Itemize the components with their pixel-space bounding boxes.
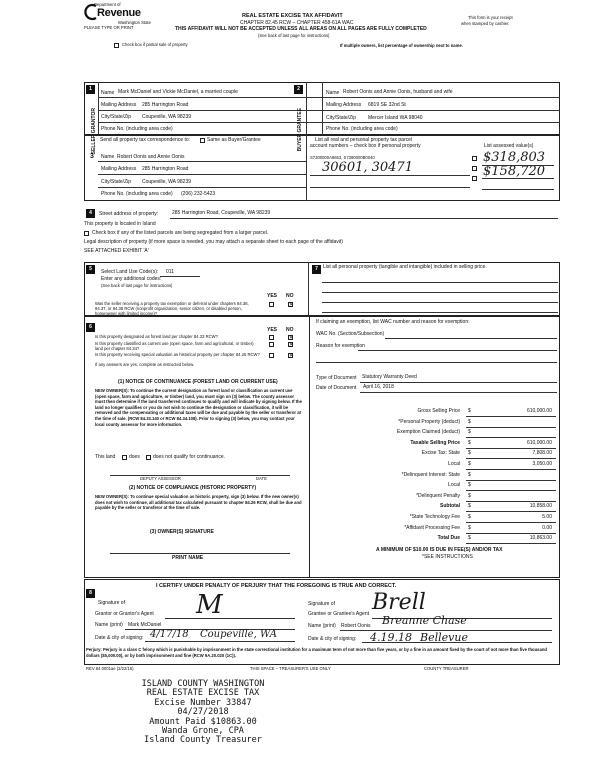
seller-address-label: Mailing Address xyxy=(101,102,137,108)
legal-description-label: Legal description of property (if more space is needed, you may attach a separate sheet to each page of the affidavit) xyxy=(84,239,343,245)
additional-codes-label: Enter any additional codes: xyxy=(101,276,162,282)
form-subtitle: CHAPTER 82.45 RCW – CHAPTER 458-61A WAC xyxy=(240,20,354,26)
stamp-line-1: ISLAND COUNTY WASHINGTON xyxy=(141,679,265,689)
buyer-name: Robert Oonis and Annie Oonis, husband and wife xyxy=(343,89,453,95)
same-as-buyer-label: Same as Buyer/Grantee xyxy=(207,137,261,143)
buyer-phone-label: Phone No. (including area code) xyxy=(326,126,398,132)
county-treasurer-label: COUNTY TREASURER xyxy=(424,666,469,671)
assessed-value-2: $158,720 xyxy=(483,164,546,179)
seller-phone-label: Phone No. (including area code) xyxy=(101,126,173,132)
personal-property-checkbox-2[interactable] xyxy=(472,166,477,171)
totals-row-value: 10,863.00 xyxy=(529,535,552,542)
totals-row-currency: $ xyxy=(468,514,471,520)
totals-row-value: 610,000.00 xyxy=(526,439,552,446)
assessed-heading: List assessed value(s) xyxy=(484,143,534,149)
historic-title: (2) NOTICE OF COMPLIANCE (HISTORIC PROPERTY) xyxy=(129,485,257,491)
wac-label: WAC No. (Section/Subsection) xyxy=(316,331,385,337)
totals-row-currency: $ xyxy=(468,482,471,489)
deputy-date-label: DATE xyxy=(256,476,267,481)
receipt-note-2: when stamped by cashier. xyxy=(461,21,510,26)
tax-corr-name-label: Name xyxy=(101,154,115,160)
instructions-note: (See back of last page for instructions) xyxy=(258,33,330,38)
seller-city-label: City/State/Zip xyxy=(101,114,132,120)
minimum-due-note: A MINIMUM OF $10.00 IS DUE IN FEE(S) AND/OR TAX xyxy=(376,547,503,553)
partial-sale-label: Check box if partial sale of property xyxy=(122,42,188,47)
grantee-date-label: Date & city of signing: xyxy=(308,636,357,642)
form-warning: THIS AFFIDAVIT WILL NOT BE ACCEPTED UNLESS ALL AREAS ON ALL PAGES ARE FULLY COMPLETED xyxy=(175,26,427,32)
totals-row-label: *Delinquent Penalty xyxy=(416,492,460,499)
totals-row-currency: $ xyxy=(468,429,471,436)
deputy-assessor-label: DEPUTY ASSESSOR xyxy=(140,476,181,481)
totals-row-currency: $ xyxy=(468,503,471,510)
buyer-city-label: City/State/Zip xyxy=(326,115,357,121)
perjury-notice: Perjury: Perjury is a class C felony which is punishable by imprisonment in the state correctional institution for a maximum term of not more than five years, or by a fine in an amount fixed by the court of not more than five thousand dollars ($5,000.00), or by both imprisonment and fine (RCW 9A.20.020 (1C)). xyxy=(86,647,547,658)
totals-row-currency: $ xyxy=(468,418,471,425)
totals-row-value: 610,000.00 xyxy=(526,408,552,414)
totals-row-currency: $ xyxy=(468,524,471,531)
forest-yes-header: YES xyxy=(267,327,278,333)
grantee-print-handwritten: Breanne Chase xyxy=(382,614,467,627)
stamp-line-2: REAL ESTATE EXCISE TAX xyxy=(146,688,260,699)
section-4-number: 4 xyxy=(86,209,95,218)
forest-no-header: NO xyxy=(286,327,294,333)
segregation-checkbox[interactable] xyxy=(84,231,89,236)
totals-row-value: 5.00 xyxy=(542,514,552,520)
county-location: This property is located in Island xyxy=(84,221,156,227)
totals-row-currency: $ xyxy=(468,471,471,478)
land-does-label: does xyxy=(129,454,140,460)
parcel-heading-2: account numbers – check box if personal property xyxy=(310,143,421,149)
seller-name: Mark McDaniel and Vickie McDaniel, a married couple xyxy=(118,89,238,95)
grantor-signature-label-2: Grantor or Grantor's Agent xyxy=(95,611,154,617)
forest-question-1: Is this property designated as forest land per chapter 84.33 RCW? xyxy=(95,334,218,339)
exemption-heading: If claiming an exemption, list WAC number and reason for exemption: xyxy=(316,319,470,325)
dept-state: Washington State xyxy=(118,20,151,25)
exemption-question: Was the seller receiving a property tax exemption or deferral under chapters 84.36, 84.37, or 84.38 RCW (nonprofit organization, senior citizen, or disabled person, homeowner with limited income)? xyxy=(95,301,249,317)
totals-row-label: Local xyxy=(448,461,460,467)
continuance-body: NEW OWNER(S): To continue the current designation as forest land or classification as current use (open space, farm and agriculture, or timber) land, you must sign on (3) below. The county assessor must then determine if the land transferred continues to qualify and will indicate by signing below. If the land no longer qualifies or you do not wish to continue the designation or classification, it will be removed and the compensating or additional taxes will be due and payable by the seller or transferor at the time of sale. (RCW 84.33.140 or RCW 84.34.108). Prior to signing (3) below, you may contact your local county assessor for more information. xyxy=(95,388,302,427)
doc-type-label: Type of Document xyxy=(316,375,357,381)
totals-row-value: 0.00 xyxy=(542,524,552,531)
grantor-signature: M xyxy=(196,590,223,620)
section-5-number: 5 xyxy=(86,265,95,274)
totals-row-currency: $ xyxy=(468,492,471,499)
exemption-no-checkbox[interactable]: ✕ xyxy=(289,302,294,308)
grantee-date: 4.19.18 xyxy=(370,631,412,644)
stamp-line-5: Amount Paid $10863.00 xyxy=(149,716,257,727)
seller-city: Coupeville, WA 98239 xyxy=(142,114,192,120)
section-2-number: 2 xyxy=(294,85,303,94)
tax-corr-phone-label: Phone No. (including area code) xyxy=(101,191,173,197)
doc-date-label: Date of Document xyxy=(316,385,357,391)
landuse-no-header: NO xyxy=(286,293,294,299)
totals-row-value: 3,050.00 xyxy=(532,461,552,467)
tax-corr-city: Coupeville, WA 98239 xyxy=(142,179,192,185)
see-instructions-note: *SEE INSTRUCTIONS xyxy=(422,554,473,560)
stamp-line-3: Excise Number 33847 xyxy=(154,697,252,708)
dept-label: Department of xyxy=(94,2,121,7)
treasurer-stamp xyxy=(118,680,288,746)
seller-address: 285 Harrington Road xyxy=(142,102,189,108)
parcel-accounts-handwritten: 30601, 30471 xyxy=(322,160,413,175)
totals-row-currency: $ xyxy=(468,461,471,467)
grantor-name: Mark McDaniel xyxy=(128,622,162,628)
partial-sale-checkbox[interactable] xyxy=(114,43,119,48)
doc-date-value: April 16, 2018 xyxy=(363,384,394,390)
form-title: REAL ESTATE EXCISE TAX AFFIDAVIT xyxy=(242,13,343,19)
receipt-note-1: This form is your receipt xyxy=(468,15,513,20)
grantor-date-label: Date & city of signing: xyxy=(95,635,144,641)
segregation-label: Check box if any of the listed parcels are being segregated from a larger parcel. xyxy=(92,230,269,236)
totals-row-currency: $ xyxy=(468,408,471,414)
totals-row-currency: $ xyxy=(468,439,471,446)
totals-row-value: 10,858.00 xyxy=(529,503,552,510)
forest-q3-no[interactable]: ✕ xyxy=(289,353,294,359)
dept-name: Revenue xyxy=(97,7,141,19)
exemption-yes-checkbox[interactable] xyxy=(269,302,274,307)
stamp-line-4: 04/27/2018 xyxy=(177,707,229,718)
historic-body: NEW OWNER(S): To continue special valuation as historic property, sign (3) below. If the new owner(s) does not wish to continue, all additional tax calculated pursuant to chapter 84.26 RCW, shall be due and payable by the seller or transferor at the time of sale. xyxy=(95,494,302,511)
grantee-city: Bellevue xyxy=(420,631,468,644)
street-label: Street address of property: xyxy=(99,211,159,217)
land-use-instructions: (See back of last page for instructions) xyxy=(101,283,173,288)
seller-name-label: Name xyxy=(101,90,115,96)
land-use-code: 011 xyxy=(166,269,174,275)
totals-row-label: Gross Selling Price xyxy=(417,408,460,414)
land-use-label: Select Land Use Code(s): xyxy=(101,269,159,275)
grantor-name-label: Name (print) xyxy=(95,622,123,628)
section-8-number: 8 xyxy=(86,589,95,598)
section-6-number: 6 xyxy=(86,323,95,332)
continuance-title: (1) NOTICE OF CONTINUANCE (FOREST LAND OR CURRENT USE) xyxy=(118,379,278,385)
tax-corr-heading: Send all property tax correspondence to: xyxy=(100,137,191,143)
street-address: 285 Harrington Road, Coupeville, WA 98239 xyxy=(172,210,271,216)
forest-question-4: If any answers are yes, complete as instructed below. xyxy=(95,362,195,367)
doc-type-value: Statutory Warranty Deed xyxy=(362,374,417,380)
owner-signature-label: (3) OWNER(S) SIGNATURE xyxy=(150,529,214,535)
tax-corr-address-label: Mailing Address xyxy=(101,166,137,172)
forest-question-2: Is this property classified as current use (open space, farm and agricultural, or timber) land per chapter 84.34? xyxy=(95,341,254,352)
totals-row-label: *Personal Property (deduct) xyxy=(398,418,460,425)
forest-q2-no[interactable]: ✕ xyxy=(289,342,294,348)
personal-property-checkbox-3[interactable] xyxy=(472,176,477,181)
totals-row-label: *Affidavit Processing Fee xyxy=(404,524,460,531)
totals-row-currency: $ xyxy=(468,450,471,457)
totals-row-label: *Delinquent Interest: State xyxy=(401,471,460,478)
personal-property-heading: List all personal property (tangible and intangible) included in selling price. xyxy=(323,264,487,270)
totals-row-label: Subtotal xyxy=(440,503,460,510)
land-does-checkbox[interactable] xyxy=(122,455,127,460)
forest-q1-no[interactable]: ✕ xyxy=(289,335,294,341)
totals-row-value: 7,808.00 xyxy=(532,450,552,457)
buyer-side-label: BUYER GRANTEE xyxy=(297,108,303,152)
totals-row-label: Local xyxy=(448,482,460,489)
reason-label: Reason for exemption xyxy=(316,343,365,349)
section-7-number: 7 xyxy=(312,265,321,274)
totals-row-label: Total Due xyxy=(437,535,460,542)
buyer-city: Mercer Island WA 98040 xyxy=(368,115,423,121)
totals-row-currency: $ xyxy=(468,535,471,542)
same-as-buyer-checkbox[interactable] xyxy=(200,138,205,143)
buyer-address: 6819 SE 32nd St xyxy=(368,102,406,108)
tax-corr-city-label: City/State/Zip xyxy=(101,179,132,185)
buyer-address-label: Mailing Address xyxy=(326,102,362,108)
stamp-line-6: Wanda Grone, CPA xyxy=(162,726,244,737)
buyer-name-label: Name xyxy=(326,90,340,96)
totals-row-label: Taxable Selling Price xyxy=(410,439,460,446)
stamp-line-7: Island County Treasurer xyxy=(144,735,262,746)
tax-corr-phone: (206) 232-5423 xyxy=(181,191,216,197)
parcel-numbers-printed: S7300000A8653, S7390000B0040 xyxy=(310,155,375,160)
type-note: PLEASE TYPE OR PRINT xyxy=(84,25,134,30)
tax-corr-address: 285 Harrington Road xyxy=(142,166,189,172)
forest-q2-yes[interactable] xyxy=(269,342,274,347)
grantee-name-label: Name (print) xyxy=(308,623,336,629)
grantee-signature: Brell xyxy=(372,590,426,615)
legal-description-value: SEE ATTACHED EXHIBIT 'A' xyxy=(84,248,149,254)
tax-corr-name: Robert Oonis and Annie Oonis xyxy=(117,154,185,160)
grantor-city: Coupeville, WA xyxy=(200,629,277,640)
personal-property-checkbox-1[interactable] xyxy=(472,156,477,161)
section-1-number: 1 xyxy=(86,85,95,94)
rev-code: REV 84 0001ae (2/22/16) xyxy=(86,666,134,671)
print-name-label: PRINT NAME xyxy=(172,555,204,561)
seller-side-label: SELLER GRANTOR xyxy=(91,108,97,155)
grantor-date: 4/17/18 xyxy=(150,629,189,640)
land-does-not-checkbox[interactable] xyxy=(146,455,151,460)
grantee-signature-label-1: Signature of xyxy=(308,601,335,607)
this-land-label: This land xyxy=(95,454,116,460)
forest-q3-yes[interactable] xyxy=(269,353,274,358)
multiple-owners-note: If multiple owners, list percentage of ownership next to name. xyxy=(340,43,463,48)
forest-q1-yes[interactable] xyxy=(269,335,274,340)
assessed-value-1: $318,803 xyxy=(483,150,546,165)
grantee-signature-label-2: Grantee or Grantee's Agent xyxy=(308,611,369,617)
forest-question-3: Is this property receiving special valuation as historical property per chapter 84.26 RCW? xyxy=(95,352,260,357)
revenue-logo-icon xyxy=(84,3,98,21)
exemption-totals-box xyxy=(310,316,560,578)
totals-row-label: Exemption Claimed (deduct) xyxy=(396,429,460,436)
landuse-yes-header: YES xyxy=(267,293,278,299)
parcel-heading-1: List all real and personal property tax parcel xyxy=(315,137,412,143)
treasurer-use-label: THIS SPACE – TREASURER'S USE ONLY xyxy=(250,666,331,671)
totals-row-label: *State Technology Fee xyxy=(409,514,460,520)
land-does-not-label: does not qualify for continuance. xyxy=(153,454,225,460)
grantee-name: Robert Oonis xyxy=(341,623,371,629)
totals-row-label: Excise Tax: State xyxy=(421,450,460,457)
grantor-signature-label-1: Signature of xyxy=(98,600,125,606)
certification-heading: I CERTIFY UNDER PENALTY OF PERJURY THAT THE FOREGOING IS TRUE AND CORRECT. xyxy=(156,583,397,589)
section-3-number: 3 xyxy=(90,153,94,160)
